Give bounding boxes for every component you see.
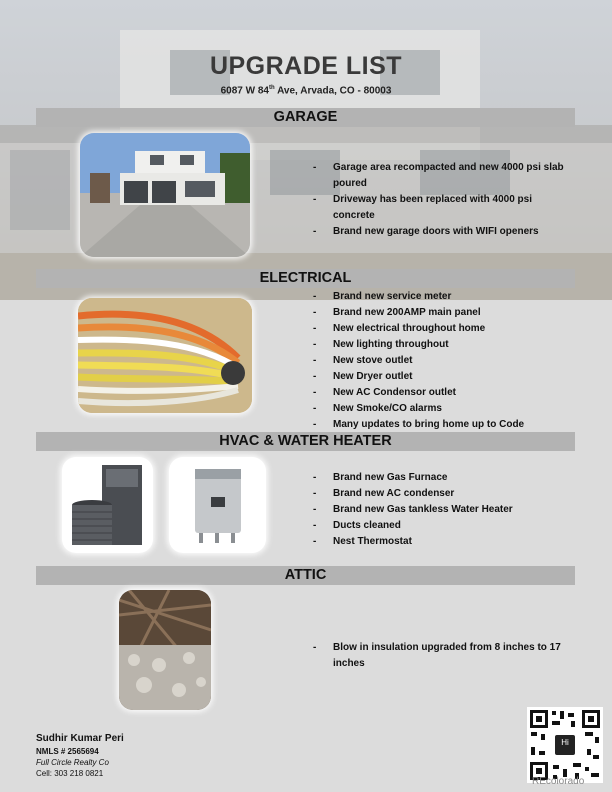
garage-items	[313, 160, 568, 240]
list-item: - Brand new garage doors with WIFI openers	[313, 224, 568, 240]
furnace-ac-photo	[62, 457, 153, 553]
list-item: - New stove outlet	[313, 353, 573, 369]
list-item: - Ducts cleaned	[313, 518, 573, 534]
list-item: - Blow in insulation upgraded from 8 inches to 17 inches	[313, 640, 568, 672]
garage-photo	[80, 133, 250, 257]
agent-name: Sudhir Kumar Peri	[36, 733, 124, 744]
list-item: - Brand new Gas Furnace	[313, 470, 573, 486]
list-item: - Garage area recompacted and new 4000 psi slab poured	[313, 160, 568, 192]
electrical-wires-photo	[78, 298, 252, 413]
list-item: - Nest Thermostat	[313, 534, 573, 550]
agent-contact	[36, 733, 124, 778]
attic-insulation-photo	[119, 590, 211, 710]
agent-nmls: NMLS # 2565694	[36, 747, 99, 756]
garage-heading: GARAGE	[36, 108, 575, 127]
list-item: - New electrical throughout home	[313, 321, 573, 337]
recolorado-watermark: REcolorado	[532, 776, 585, 787]
list-item: - Brand new AC condenser	[313, 486, 573, 502]
qr-center-label: Hi	[561, 738, 569, 747]
electrical-items	[313, 289, 573, 433]
agent-company: Full Circle Realty Co	[36, 758, 109, 767]
list-item: - Driveway has been replaced with 4000 psi concrete	[313, 192, 568, 224]
list-item: - Brand new service meter	[313, 289, 573, 305]
electrical-heading: ELECTRICAL	[36, 269, 575, 288]
list-item: - Many updates to bring home up to Code	[313, 417, 573, 433]
list-item: - Brand new Gas tankless Water Heater	[313, 502, 573, 518]
attic-items	[313, 640, 568, 672]
list-item: - New AC Condensor outlet	[313, 385, 573, 401]
page-title: UPGRADE LIST	[209, 52, 403, 80]
property-address: 6087 W 84th Ave, Arvada, CO - 80003	[220, 85, 392, 97]
list-item: - New lighting throughout	[313, 337, 573, 353]
list-item: - Brand new 200AMP main panel	[313, 305, 573, 321]
list-item: - New Dryer outlet	[313, 369, 573, 385]
list-item: - New Smoke/CO alarms	[313, 401, 573, 417]
agent-phone: Cell: 303 218 0821	[36, 769, 104, 778]
water-heater-photo	[169, 457, 266, 553]
hvac-heading: HVAC & WATER HEATER	[36, 432, 575, 451]
qr-code[interactable]	[527, 707, 603, 783]
hvac-items	[313, 470, 573, 550]
attic-heading: ATTIC	[36, 566, 575, 585]
